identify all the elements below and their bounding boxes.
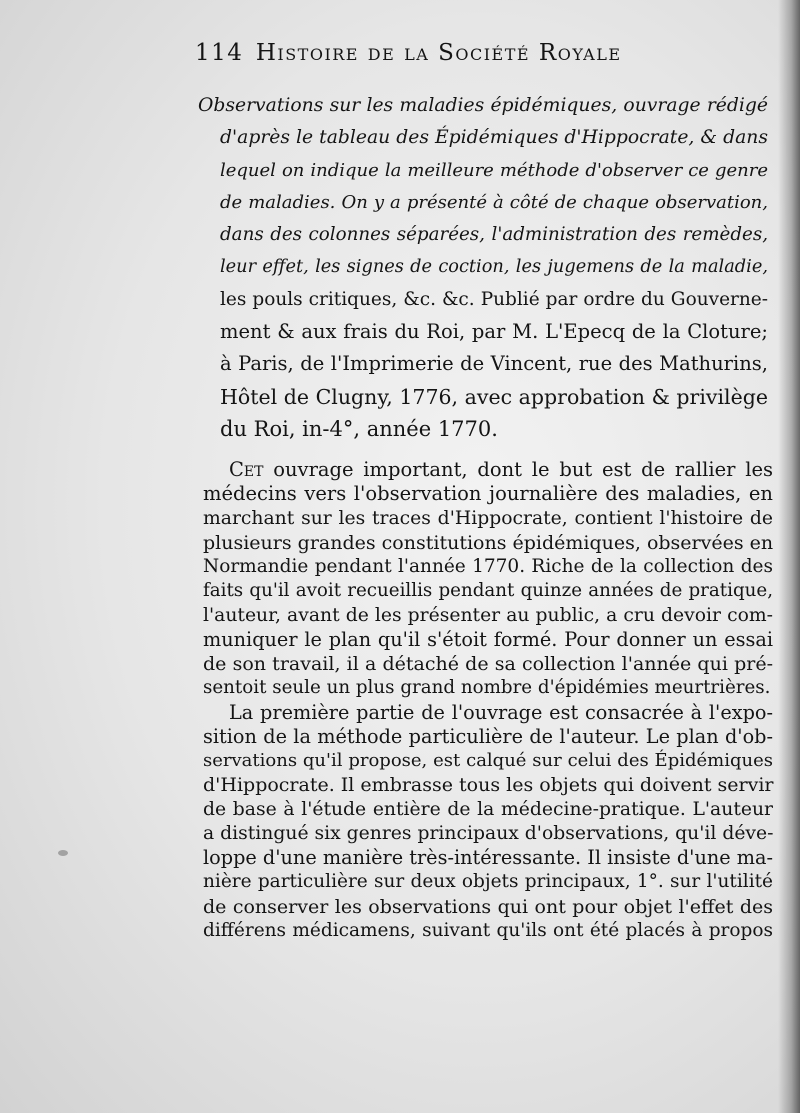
entry-line: Hôtel de Clugny, 1776, avec approbation & privilège [220, 384, 768, 409]
body-line: plusieurs grandes constitutions épidémiques, observées en [203, 531, 774, 554]
body-line: médecins vers l'observation journalière des maladies, en [203, 482, 773, 506]
body-line: de conserver les observations qui ont pour objet l'effet des [203, 895, 773, 918]
body-line: faits qu'il avoit recueillis pendant quinze années de pratique, [203, 580, 773, 602]
body-line: a distingué six genres principaux d'observations, qu'il déve- [203, 822, 774, 844]
running-title: Histoire de la Société Royale [255, 40, 622, 66]
gutter-shadow [778, 0, 800, 1113]
entry-line: à Paris, de l'Imprimerie de Vincent, rue des Mathurins, [220, 352, 768, 376]
body-line: nière particulière sur deux objets principaux, 1°. sur l'utilité [203, 871, 773, 893]
body-line: servations qu'il propose, est calqué sur celui des Épidémiques [203, 750, 773, 771]
entry-line: lequel on indique la meilleure méthode d'observer ce genre [220, 159, 768, 181]
body-line: différens médicamens, suivant qu'ils ont été placés à propos [203, 919, 773, 941]
body-line-rest: ouvrage important, dont le but est de rallier les [263, 458, 773, 481]
body-line: sentoit seule un plus grand nombre d'épidémies meurtrières. [203, 677, 771, 699]
entry-line: leur effet, les signes de coction, les jugemens de la maladie, [220, 257, 768, 278]
bibliographic-entry [198, 90, 768, 445]
entry-line: dans des colonnes séparées, l'administration des remèdes, [220, 224, 768, 246]
body-line-first [203, 458, 773, 482]
body-line: Normandie pendant l'année 1770. Riche de la collection des [203, 556, 773, 577]
entry-line: du Roi, in-4°, année 1770. [220, 416, 498, 441]
entry-line: d'après le tableau des Épidémiques d'Hippocrate, & dans [220, 127, 768, 149]
body-line: de son travail, il a détaché de sa collection l'année qui pré- [203, 653, 773, 675]
page-header [195, 40, 755, 80]
entry-line: de maladies. On y a présenté à côté de chaque observation, [220, 191, 768, 213]
page-number: 114 [195, 40, 244, 66]
lead-word: Cet [229, 458, 264, 481]
body-line: La première partie de l'ouvrage est consacrée à l'expo- [229, 700, 773, 724]
entry-line: les pouls critiques, &c. &c. Publié par ordre du Gouverne- [220, 288, 768, 310]
body-line: loppe d'une manière très-intéressante. Il insiste d'une ma- [203, 846, 773, 869]
body-line: muniquer le plan qu'il s'étoit formé. Pour donner un essai [203, 627, 773, 651]
ink-smudge [58, 850, 68, 856]
body-line: de base à l'étude entière de la médecine-pratique. L'auteur [203, 798, 773, 820]
entry-line: ment & aux frais du Roi, par M. L'Epecq de la Cloture; [220, 320, 768, 344]
body-text [203, 458, 773, 943]
entry-line: Observations sur les maladies épidémiques, ouvrage rédigé [198, 95, 768, 116]
body-line: l'auteur, avant de les présenter au public, a cru devoir com- [203, 604, 773, 626]
body-line: d'Hippocrate. Il embrasse tous les objets qui doivent servir [203, 774, 774, 797]
body-line: marchant sur les traces d'Hippocrate, contient l'histoire de [203, 507, 773, 529]
body-line: sition de la méthode particulière de l'auteur. Le plan d'ob- [203, 724, 773, 748]
